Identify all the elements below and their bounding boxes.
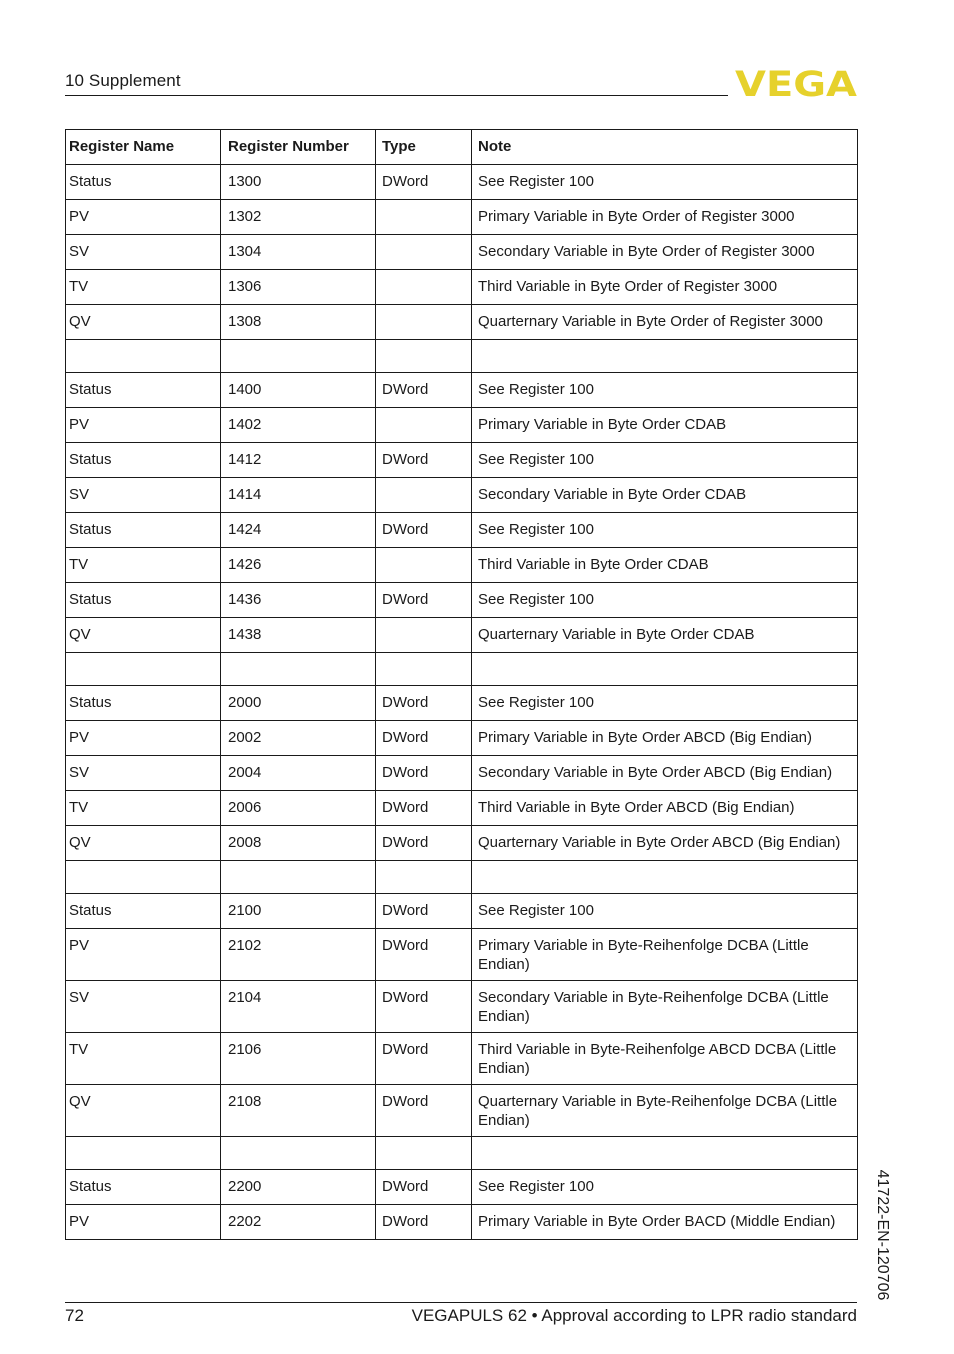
cell-register-number: 2008 [221, 826, 376, 861]
cell-register-number [221, 653, 376, 686]
table-row [66, 894, 858, 929]
cell-register-name [66, 1137, 221, 1170]
cell-register-number: 2004 [221, 756, 376, 791]
cell-type: DWord [376, 929, 472, 981]
cell-register-name: QV [66, 618, 221, 653]
cell-register-name: TV [66, 270, 221, 305]
column-header-register-name: Register Name [66, 130, 221, 165]
cell-register-number: 2202 [221, 1205, 376, 1240]
table-row [66, 443, 858, 478]
cell-register-name: Status [66, 1170, 221, 1205]
cell-type: DWord [376, 373, 472, 408]
cell-register-name: TV [66, 548, 221, 583]
cell-register-name: PV [66, 929, 221, 981]
cell-type: DWord [376, 791, 472, 826]
cell-type: DWord [376, 756, 472, 791]
column-header-note: Note [472, 130, 858, 165]
cell-register-number: 2002 [221, 721, 376, 756]
cell-note: Third Variable in Byte Order of Register 3000 [472, 270, 858, 305]
cell-register-number: 1302 [221, 200, 376, 235]
cell-note: See Register 100 [472, 894, 858, 929]
cell-type: DWord [376, 981, 472, 1033]
cell-register-number: 2108 [221, 1085, 376, 1137]
table-row [66, 235, 858, 270]
cell-register-name [66, 653, 221, 686]
column-header-type: Type [376, 130, 472, 165]
cell-register-number [221, 1137, 376, 1170]
header-divider [65, 95, 728, 96]
table-row [66, 548, 858, 583]
cell-register-name: PV [66, 200, 221, 235]
cell-register-number [221, 340, 376, 373]
cell-note: Quarternary Variable in Byte Order ABCD (Big Endian) [472, 826, 858, 861]
cell-type: DWord [376, 443, 472, 478]
cell-register-name: Status [66, 165, 221, 200]
cell-note: Primary Variable in Byte Order of Register 3000 [472, 200, 858, 235]
cell-register-number: 1308 [221, 305, 376, 340]
cell-type: DWord [376, 686, 472, 721]
cell-register-number: 1436 [221, 583, 376, 618]
cell-type [376, 548, 472, 583]
cell-note: Secondary Variable in Byte-Reihenfolge DCBA (Little Endian) [472, 981, 858, 1033]
cell-note: Third Variable in Byte-Reihenfolge ABCD DCBA (Little Endian) [472, 1033, 858, 1085]
table-row [66, 1170, 858, 1205]
table-row [66, 686, 858, 721]
cell-note: Secondary Variable in Byte Order CDAB [472, 478, 858, 513]
cell-type: DWord [376, 513, 472, 548]
table-row [66, 583, 858, 618]
table-row [66, 1033, 858, 1085]
cell-type [376, 408, 472, 443]
table-row [66, 653, 858, 686]
vega-logo-text: VEGA [735, 66, 857, 98]
cell-type [376, 478, 472, 513]
cell-type [376, 861, 472, 894]
page-number: 72 [65, 1306, 84, 1325]
footer-divider [65, 1302, 857, 1303]
cell-register-number: 1426 [221, 548, 376, 583]
cell-note: Quarternary Variable in Byte Order CDAB [472, 618, 858, 653]
table-row [66, 408, 858, 443]
cell-note: See Register 100 [472, 373, 858, 408]
cell-type [376, 270, 472, 305]
table-row [66, 1205, 858, 1240]
table-row [66, 756, 858, 791]
table-row [66, 305, 858, 340]
cell-type: DWord [376, 1033, 472, 1085]
cell-register-name: Status [66, 513, 221, 548]
cell-register-number: 1300 [221, 165, 376, 200]
cell-note: See Register 100 [472, 513, 858, 548]
cell-register-name [66, 861, 221, 894]
table-row [66, 981, 858, 1033]
cell-register-number: 1414 [221, 478, 376, 513]
table-row [66, 478, 858, 513]
cell-register-name: PV [66, 1205, 221, 1240]
table-row [66, 513, 858, 548]
cell-register-name: QV [66, 826, 221, 861]
cell-register-name: QV [66, 1085, 221, 1137]
table-row [66, 165, 858, 200]
cell-note: See Register 100 [472, 443, 858, 478]
table-row [66, 791, 858, 826]
cell-register-name: SV [66, 235, 221, 270]
cell-note: Third Variable in Byte Order CDAB [472, 548, 858, 583]
cell-register-name: TV [66, 1033, 221, 1085]
table-row [66, 270, 858, 305]
cell-note: Quarternary Variable in Byte Order of Register 3000 [472, 305, 858, 340]
cell-note: Primary Variable in Byte Order BACD (Middle Endian) [472, 1205, 858, 1240]
cell-register-number: 2106 [221, 1033, 376, 1085]
cell-register-name: Status [66, 443, 221, 478]
cell-note: Primary Variable in Byte Order CDAB [472, 408, 858, 443]
cell-type [376, 340, 472, 373]
cell-note [472, 1137, 858, 1170]
cell-register-name: PV [66, 721, 221, 756]
cell-note [472, 340, 858, 373]
cell-register-name: TV [66, 791, 221, 826]
cell-register-name: Status [66, 686, 221, 721]
cell-note [472, 861, 858, 894]
cell-type: DWord [376, 894, 472, 929]
cell-register-number: 1402 [221, 408, 376, 443]
cell-register-number: 1306 [221, 270, 376, 305]
cell-note: Quarternary Variable in Byte-Reihenfolge DCBA (Little Endian) [472, 1085, 858, 1137]
table-row [66, 618, 858, 653]
cell-type: DWord [376, 1205, 472, 1240]
cell-type: DWord [376, 1170, 472, 1205]
table-row [66, 340, 858, 373]
cell-type [376, 1137, 472, 1170]
cell-note: Secondary Variable in Byte Order ABCD (Big Endian) [472, 756, 858, 791]
cell-type [376, 235, 472, 270]
table-row [66, 1137, 858, 1170]
cell-note: See Register 100 [472, 583, 858, 618]
cell-note [472, 653, 858, 686]
cell-register-number: 2102 [221, 929, 376, 981]
cell-register-name: Status [66, 583, 221, 618]
table-row [66, 721, 858, 756]
cell-note: Third Variable in Byte Order ABCD (Big Endian) [472, 791, 858, 826]
cell-type: DWord [376, 165, 472, 200]
cell-type [376, 618, 472, 653]
cell-type [376, 305, 472, 340]
cell-note: Primary Variable in Byte Order ABCD (Big Endian) [472, 721, 858, 756]
cell-register-number [221, 861, 376, 894]
cell-register-name: PV [66, 408, 221, 443]
cell-type [376, 200, 472, 235]
cell-register-name: Status [66, 373, 221, 408]
cell-register-number: 1438 [221, 618, 376, 653]
table-row [66, 373, 858, 408]
table-row [66, 1085, 858, 1137]
table-row [66, 929, 858, 981]
cell-register-number: 2104 [221, 981, 376, 1033]
cell-register-number: 1304 [221, 235, 376, 270]
document-code [860, 1160, 904, 1310]
cell-type: DWord [376, 721, 472, 756]
column-header-register-number: Register Number [221, 130, 376, 165]
section-heading: 10 Supplement [65, 71, 181, 90]
footer-title: VEGAPULS 62 • Approval according to LPR radio standard [411, 1306, 857, 1325]
cell-register-name: QV [66, 305, 221, 340]
cell-register-number: 2006 [221, 791, 376, 826]
cell-register-name: SV [66, 981, 221, 1033]
cell-register-number: 1400 [221, 373, 376, 408]
table-row [66, 861, 858, 894]
vega-logo [734, 66, 858, 98]
cell-type [376, 653, 472, 686]
cell-register-name: Status [66, 894, 221, 929]
cell-register-number: 2000 [221, 686, 376, 721]
cell-register-number: 1412 [221, 443, 376, 478]
cell-type: DWord [376, 583, 472, 618]
cell-register-number: 1424 [221, 513, 376, 548]
table-header-row [66, 130, 858, 165]
cell-register-name: SV [66, 756, 221, 791]
table-row [66, 200, 858, 235]
register-table-body [66, 165, 858, 1240]
cell-type: DWord [376, 826, 472, 861]
cell-note: See Register 100 [472, 1170, 858, 1205]
cell-note: Primary Variable in Byte-Reihenfolge DCBA (Little Endian) [472, 929, 858, 981]
cell-register-name [66, 340, 221, 373]
cell-register-name: SV [66, 478, 221, 513]
table-row [66, 826, 858, 861]
cell-type: DWord [376, 1085, 472, 1137]
register-table [65, 129, 858, 1240]
document-code-text: 41722-EN-120706 [874, 1169, 891, 1301]
cell-note: See Register 100 [472, 165, 858, 200]
cell-note: See Register 100 [472, 686, 858, 721]
cell-note: Secondary Variable in Byte Order of Register 3000 [472, 235, 858, 270]
cell-register-number: 2200 [221, 1170, 376, 1205]
cell-register-number: 2100 [221, 894, 376, 929]
